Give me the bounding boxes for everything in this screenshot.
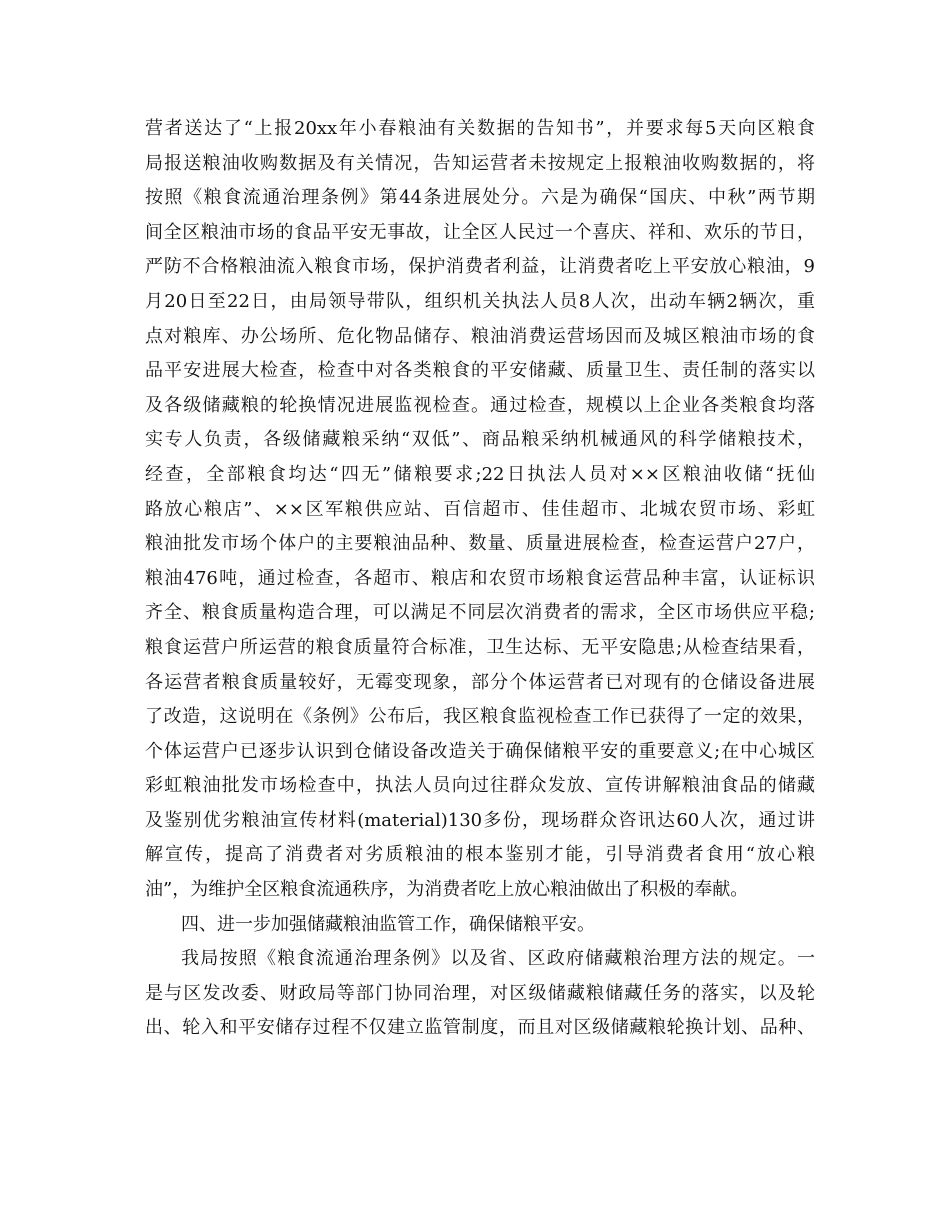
text-line: 实专人负责，各级储藏粮采纳“双低”、商品粮采纳机械通风的科学储粮技术， bbox=[145, 429, 815, 451]
text-line: 间全区粮油市场的食品平安无事故，让全区人民过一个喜庆、祥和、欢乐的节日， bbox=[145, 221, 815, 243]
text-line: 个体运营户已逐步认识到仓储设备改造关于确保储粮平安的重要意义;在中心城区 bbox=[145, 740, 815, 762]
text-line: 粮油批发市场个体户的主要粮油品种、数量、质量进展检查，检查运营户27户， bbox=[145, 533, 815, 555]
text-line: 及各级储藏粮的轮换情况进展监视检查。通过检查，规模以上企业各类粮食均落 bbox=[145, 394, 815, 416]
text-line: 及鉴别优劣粮油宣传材料(material)130多份，现场群众咨讯达60人次，通过讲 bbox=[145, 809, 815, 831]
text-line: 我局按照《粮食流通治理条例》以及省、区政府储藏粮治理方法的规定。一 bbox=[181, 948, 815, 970]
text-line: 出、轮入和平安储存过程不仅建立监管制度，而且对区级储藏粮轮换计划、品种、 bbox=[145, 1017, 815, 1039]
text-line: 路放心粮店”、××区军粮供应站、百信超市、佳佳超市、北城农贸市场、彩虹 bbox=[145, 498, 815, 520]
text-line: 局报送粮油收购数据及有关情况，告知运营者未按规定上报粮油收购数据的，将 bbox=[145, 152, 815, 174]
text-line: 点对粮库、办公场所、危化物品储存、粮油消费运营场因而及城区粮油市场的食 bbox=[145, 325, 815, 347]
text-line: 品平安进展大检查，检查中对各类粮食的平安储藏、质量卫生、责任制的落实以 bbox=[145, 360, 815, 382]
paragraph-p3 bbox=[145, 942, 815, 1046]
text-line: 彩虹粮油批发市场检查中，执法人员向过往群众发放、宣传讲解粮油食品的储藏 bbox=[145, 775, 815, 797]
text-line: 经查，全部粮食均达“四无”储粮要求;22日执法人员对××区粮油收储“抚仙 bbox=[145, 463, 815, 485]
text-line: 四、进一步加强储藏粮油监管工作，确保储粮平安。 bbox=[181, 913, 595, 935]
text-line: 营者送达了“上报20xx年小春粮油有关数据的告知书”，并要求每5天向区粮食 bbox=[145, 118, 815, 139]
text-line: 解宣传，提高了消费者对劣质粮油的根本鉴别才能，引导消费者食用“放心粮 bbox=[145, 844, 815, 866]
text-line: 粮食运营户所运营的粮食质量符合标准，卫生达标、无平安隐患;从检查结果看， bbox=[145, 636, 815, 658]
text-line: 月20日至22日，由局领导带队，组织机关执法人员8人次，出动车辆2辆次，重 bbox=[145, 290, 815, 312]
paragraph-p2 bbox=[145, 908, 815, 943]
text-line: 按照《粮食流通治理条例》第44条进展处分。六是为确保“国庆、中秋”两节期 bbox=[145, 187, 815, 209]
text-line: 是与区发改委、财政局等部门协同治理，对区级储藏粮储藏任务的落实，以及轮 bbox=[145, 982, 815, 1004]
text-line: 严防不合格粮油流入粮食市场，保护消费者利益，让消费者吃上平安放心粮油，9 bbox=[145, 256, 815, 278]
document-body bbox=[145, 112, 815, 1046]
text-line: 齐全、粮食质量构造合理，可以满足不同层次消费者的需求，全区市场供应平稳; bbox=[145, 602, 815, 624]
text-line: 油”，为维护全区粮食流通秩序，为消费者吃上放心粮油做出了积极的奉献。 bbox=[145, 879, 749, 901]
text-line: 各运营者粮食质量较好，无霉变现象，部分个体运营者已对现有的仓储设备进展 bbox=[145, 671, 815, 693]
paragraph-p1 bbox=[145, 112, 815, 908]
text-line: 了改造，这说明在《条例》公布后，我区粮食监视检查工作已获得了一定的效果， bbox=[145, 706, 815, 728]
text-line: 粮油476吨，通过检查，各超市、粮店和农贸市场粮食运营品种丰富，认证标识 bbox=[145, 567, 815, 589]
